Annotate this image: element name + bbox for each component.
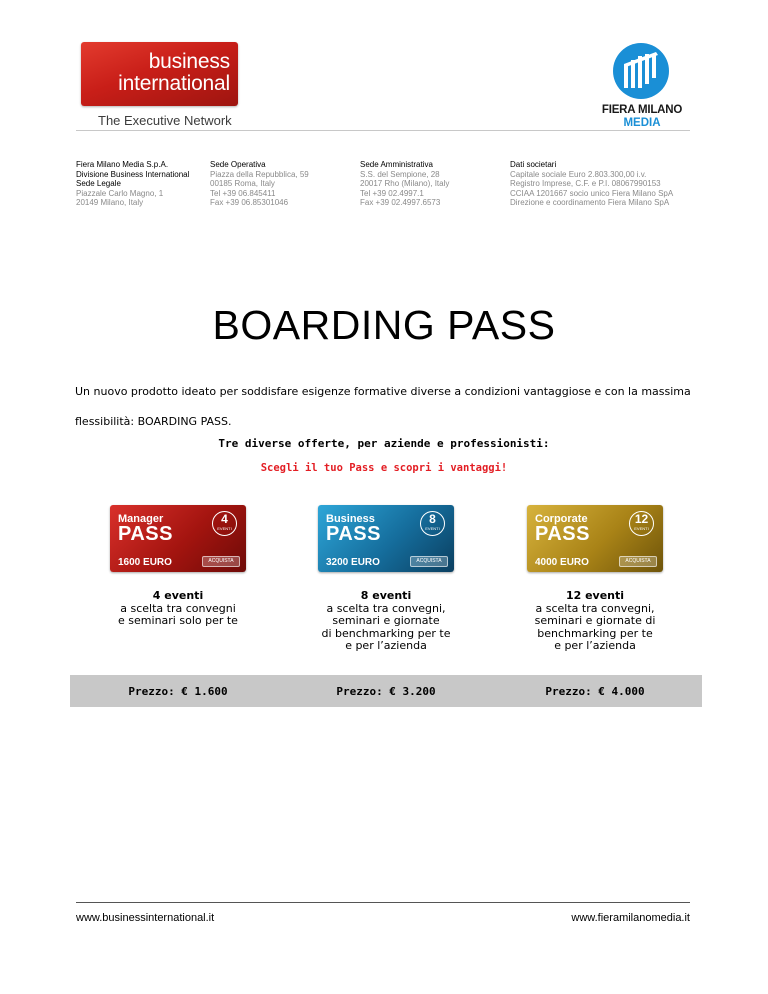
description-line: seminari e giornate xyxy=(332,614,440,627)
company-data-line: Direzione e coordinamento Fiera Milano SpA xyxy=(510,198,670,208)
address-line: S.S. del Sempione, 28 xyxy=(360,169,440,179)
fiera-milano-media-link[interactable]: www.fieramilanomedia.it xyxy=(571,912,690,924)
manager-pass-card[interactable] xyxy=(110,505,246,572)
business-pass-price: Prezzo: € 3.200 xyxy=(336,685,436,698)
pass-word: PASS xyxy=(535,523,590,545)
manager-pass-price: Prezzo: € 1.600 xyxy=(128,685,228,698)
pass-name: Corporate xyxy=(535,513,588,525)
pass-name: Manager xyxy=(118,513,164,525)
buy-button[interactable]: ACQUISTA xyxy=(410,556,448,567)
description-line: di benchmarking per te xyxy=(321,626,451,640)
corporate-pass-card[interactable] xyxy=(527,505,663,572)
fax-line: Fax +39 02.4997.6573 xyxy=(360,198,441,208)
address-line: 00185 Roma, Italy xyxy=(210,179,275,189)
address-block-company-data xyxy=(510,160,690,208)
event-count-text: 8 eventi xyxy=(360,589,412,602)
event-count: 12 xyxy=(634,512,649,526)
event-count-text: 4 eventi xyxy=(152,589,204,602)
address-line: 20149 Milano, Italy xyxy=(76,198,144,208)
address-heading: Sede Amministrativa xyxy=(360,160,433,169)
description-line: seminari e giornate di xyxy=(534,614,656,627)
business-international-link[interactable]: www.businessinternational.it xyxy=(76,912,215,924)
description-line: e per l’azienda xyxy=(345,639,427,652)
fiera-milano-mark-icon xyxy=(612,42,670,100)
description-line: a scelta tra convegni, xyxy=(326,601,446,615)
phone-line: Tel +39 02.4997.1 xyxy=(360,188,424,198)
address-heading: Sede Legale xyxy=(76,179,121,189)
description-line: e seminari solo per te xyxy=(118,614,238,627)
description-line: a scelta tra convegni, xyxy=(535,601,655,615)
card-price: 1600 EURO xyxy=(118,557,172,568)
corporate-pass-description xyxy=(505,590,685,653)
manager-pass-description xyxy=(88,590,268,628)
fax-line: Fax +39 06.85301046 xyxy=(210,198,289,208)
fiera-milano-media-logo xyxy=(597,42,687,129)
description-line: benchmarking per te xyxy=(537,626,653,640)
card-price: 4000 EURO xyxy=(535,557,589,568)
corporate-pass-price: Prezzo: € 4.000 xyxy=(545,685,645,698)
footer-divider xyxy=(76,902,690,903)
event-count-label: EVENTI xyxy=(425,526,440,531)
address-line: Piazzale Carlo Magno, 1 xyxy=(76,188,164,198)
event-count-badge xyxy=(420,511,445,536)
company-name: Fiera Milano Media S.p.A. xyxy=(76,160,169,169)
event-count-text: 12 eventi xyxy=(565,589,625,602)
choose-pass-callout: Scegli il tuo Pass e scopri i vantaggi! xyxy=(260,462,508,474)
address-heading: Dati societari xyxy=(510,160,557,169)
description-line: a scelta tra convegni xyxy=(120,601,236,615)
card-price: 3200 EURO xyxy=(326,557,380,568)
division-name: Divisione Business International xyxy=(76,169,190,179)
business-pass-description xyxy=(296,590,476,653)
company-data-line: Registro Imprese, C.F. e P.I. 08067990153 xyxy=(510,179,661,189)
event-count-label: EVENTI xyxy=(217,526,232,531)
media-text: MEDIA xyxy=(623,117,661,129)
company-data-line: CCIAA 1201667 socio unico Fiera Milano SpA xyxy=(510,188,674,198)
logo-line-1: business xyxy=(148,50,230,73)
offers-subtitle: Tre diverse offerte, per aziende e professionisti: xyxy=(218,437,550,450)
pass-word: PASS xyxy=(118,523,173,545)
phone-line: Tel +39 06.845411 xyxy=(210,188,276,198)
intro-paragraph: Un nuovo prodotto ideato per soddisfare esigenze formative diverse a condizioni vantaggiose e con la massima flessibilità: BOARDING PASS. xyxy=(75,385,691,428)
logo-line-2: international xyxy=(118,72,230,95)
fiera-milano-text: FIERA MILANO xyxy=(601,104,683,116)
event-count-badge xyxy=(629,511,654,536)
address-line: Piazza della Repubblica, 59 xyxy=(210,169,309,179)
tagline: The Executive Network xyxy=(98,113,232,128)
event-count: 4 xyxy=(221,512,228,526)
event-count-label: EVENTI xyxy=(634,526,649,531)
pass-word: PASS xyxy=(326,523,381,545)
header-divider xyxy=(76,130,690,131)
buy-button[interactable]: ACQUISTA xyxy=(619,556,657,567)
buy-button[interactable]: ACQUISTA xyxy=(202,556,240,567)
address-line: 20017 Rho (Milano), Italy xyxy=(360,179,450,189)
business-pass-card[interactable] xyxy=(318,505,454,572)
page-title: BOARDING PASS xyxy=(212,302,556,348)
company-data-line: Capitale sociale Euro 2.803.300,00 i.v. xyxy=(510,169,647,179)
event-count-badge xyxy=(212,511,237,536)
event-count: 8 xyxy=(429,512,436,526)
description-line: e per l’azienda xyxy=(554,639,636,652)
business-international-logo xyxy=(81,42,238,106)
address-heading: Sede Operativa xyxy=(210,160,266,169)
pass-name: Business xyxy=(326,513,375,525)
